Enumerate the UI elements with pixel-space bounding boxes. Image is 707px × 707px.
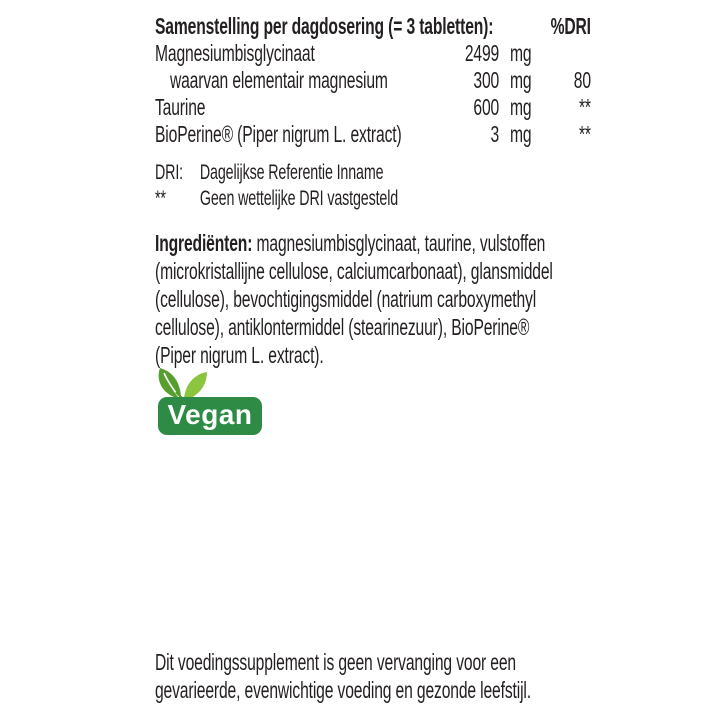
- ingredient-name: Taurine: [155, 94, 206, 120]
- disclaimer: [155, 648, 531, 704]
- table-row: [155, 121, 591, 148]
- dri-column-header: %DRI: [550, 13, 591, 39]
- leaf-right: [184, 372, 207, 400]
- ingredients-line: cellulose), antiklontermiddel (stearinezuur), BioPerine®: [155, 314, 530, 340]
- ingredient-name: waarvan elementair magnesium: [169, 67, 388, 93]
- ingredient-name: Magnesiumbisglycinaat: [155, 40, 315, 66]
- footnotes: [155, 160, 591, 212]
- ingredient-dri: **: [578, 94, 591, 120]
- ingredient-amount: 300: [473, 67, 500, 93]
- ingredient-dri: 80: [573, 67, 591, 93]
- footnote-text: Geen wettelijke DRI vastgesteld: [199, 187, 399, 210]
- vegan-badge: [158, 397, 262, 435]
- disclaimer-line: Dit voedingssupplement is geen vervanging voor een: [155, 649, 516, 675]
- ingredients-text: magnesiumbisglycinaat, taurine, vulstoffen: [252, 230, 546, 256]
- footnote-text: Dagelijkse Referentie Inname: [199, 161, 384, 184]
- table-row: [155, 94, 591, 121]
- ingredient-amount: 2499: [464, 40, 500, 66]
- ingredient-unit: mg: [509, 67, 532, 93]
- ingredient-dri: [540, 40, 591, 67]
- table-title: Samenstelling per dagdosering (= 3 tabletten):: [155, 13, 494, 39]
- table-row: [155, 67, 591, 94]
- supplement-table-header: [155, 12, 591, 40]
- vegan-logo: [154, 366, 270, 438]
- ingredients-label: Ingrediënten:: [155, 230, 253, 256]
- ingredient-dri: **: [578, 121, 591, 147]
- ingredients-line: (microkristallijne cellulose, calciumcarbonaat), glansmiddel: [155, 258, 553, 284]
- footnote-term: DRI:: [155, 161, 184, 184]
- ingredient-unit: mg: [509, 121, 532, 147]
- ingredients-line: [155, 229, 591, 257]
- ingredient-unit: mg: [509, 40, 532, 66]
- ingredients-line: (Piper nigrum L. extract).: [155, 342, 324, 368]
- ingredients-line: (cellulose), bevochtigingsmiddel (natrium carboxymethyl: [155, 286, 537, 312]
- footnote-term: **: [155, 187, 166, 210]
- vegan-badge-label: Vegan: [167, 399, 253, 430]
- ingredient-amount: 3: [490, 121, 500, 147]
- ingredient-unit: mg: [509, 94, 532, 120]
- table-row: [155, 40, 591, 67]
- ingredient-name: BioPerine® (Piper nigrum L. extract): [155, 121, 402, 147]
- ingredients-paragraph: [155, 229, 591, 369]
- ingredient-amount: 600: [473, 94, 500, 120]
- footnote-dri: [155, 160, 591, 186]
- footnote-asterisk: [155, 186, 591, 212]
- disclaimer-line: gevarieerde, evenwichtige voeding en gezonde leefstijl.: [155, 677, 531, 703]
